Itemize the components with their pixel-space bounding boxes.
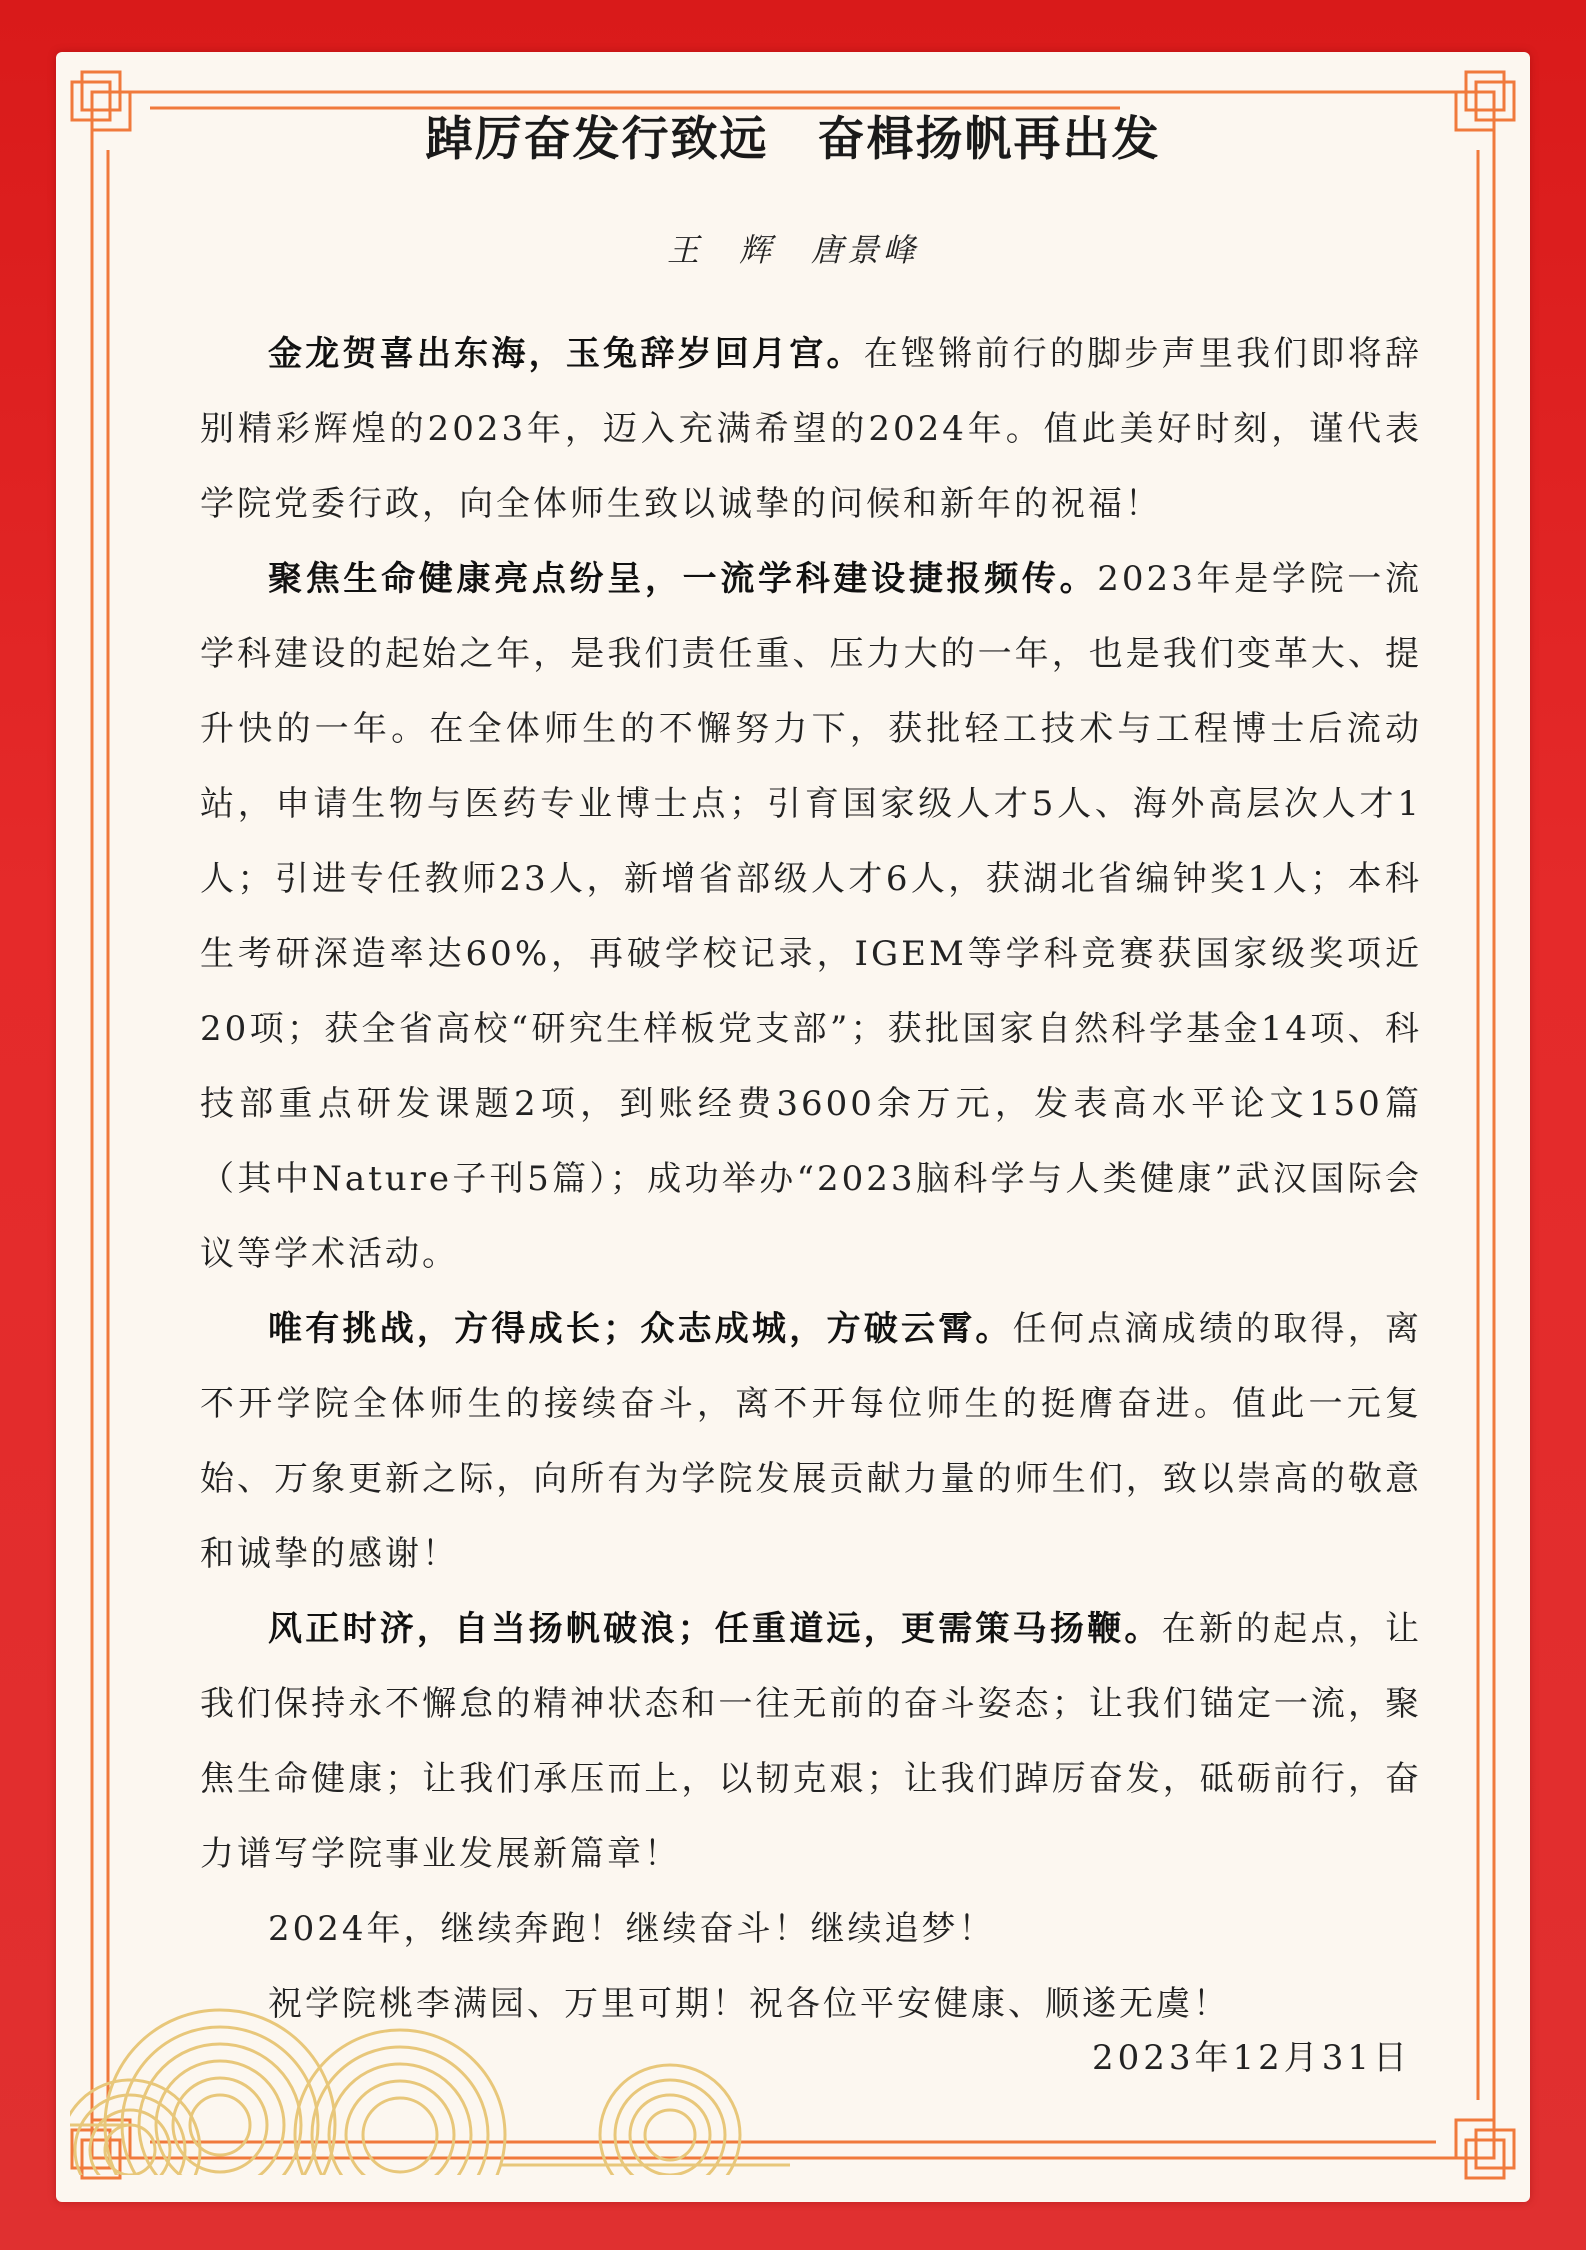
paragraph-5 (200, 1892, 1422, 1967)
paragraph-text: 祝学院桃李满园、万里可期！祝各位平安健康、顺遂无虞！ (268, 1984, 1230, 2024)
paragraph-text: 在铿锵前行的脚步声里我们即将辞别精彩辉煌的2023年，迈入充满希望的2024年。值此美好时刻，谨代表学院党委行政，向全体师生致以诚挚的问候和新年的祝福！ (200, 334, 1423, 524)
paragraph-text: 在新的起点，让我们保持永不懈怠的精神状态和一往无前的奋斗姿态；让我们锚定一流，聚焦生命健康；让我们承压而上，以韧克艰；让我们踔厉奋发，砥砺前行，奋力谱写学院事业发展新篇章！ (200, 1609, 1423, 1874)
paragraph-lead: 聚焦生命健康亮点纷呈，一流学科建设捷报频传。 (268, 559, 1098, 599)
paragraph-3 (200, 1292, 1422, 1592)
paragraph-text: 任何点滴成绩的取得，离不开学院全体师生的接续奋斗，离不开每位师生的挺膺奋进。值此一元复始、万象更新之际，向所有为学院发展贡献力量的师生们，致以崇高的敬意和诚挚的感谢！ (200, 1309, 1423, 1574)
paragraph-text: 2023年是学院一流学科建设的起始之年，是我们责任重、压力大的一年，也是我们变革大、提升快的一年。在全体师生的不懈努力下，获批轻工技术与工程博士后流动站，申请生物与医药专业博士点；引育国家级人才5人、海外高层次人才1人；引进专任教师23人，新增省部级人才6人，获湖北省编钟奖1人；本科生考研深造率达60%，再破学校记录，IGEM等学科竞赛获国家级奖项近20项；获全省高校“研究生样板党支部”；获批国家自然科学基金14项、科技部重点研发课题2项，到账经费3600余万元，发表高水平论文150篇（其中Nature子刊5篇）；成功举办“2023脑科学与人类健康”武汉国际会议等学术活动。 (200, 559, 1422, 1274)
paragraph-2 (200, 542, 1422, 1292)
paragraph-1 (200, 317, 1422, 542)
letter-authors: 王 辉 唐景峰 (666, 231, 919, 269)
paragraph-text: 2024年，继续奔跑！继续奋斗！继续追梦！ (268, 1909, 996, 1949)
paragraph-lead: 风正时济，自当扬帆破浪；任重道远，更需策马扬鞭。 (268, 1609, 1162, 1649)
letter-body (200, 317, 1422, 2042)
paragraph-lead: 金龙贺喜出东海，玉兔辞岁回月宫。 (268, 334, 864, 374)
paragraph-lead: 唯有挑战，方得成长；众志成城，方破云霄。 (268, 1309, 1013, 1349)
letter-title: 踔厉奋发行致远 奋楫扬帆再出发 (425, 112, 1161, 167)
paragraph-4 (200, 1592, 1422, 1892)
letter-date: 2023年12月31日 (1091, 2038, 1411, 2078)
